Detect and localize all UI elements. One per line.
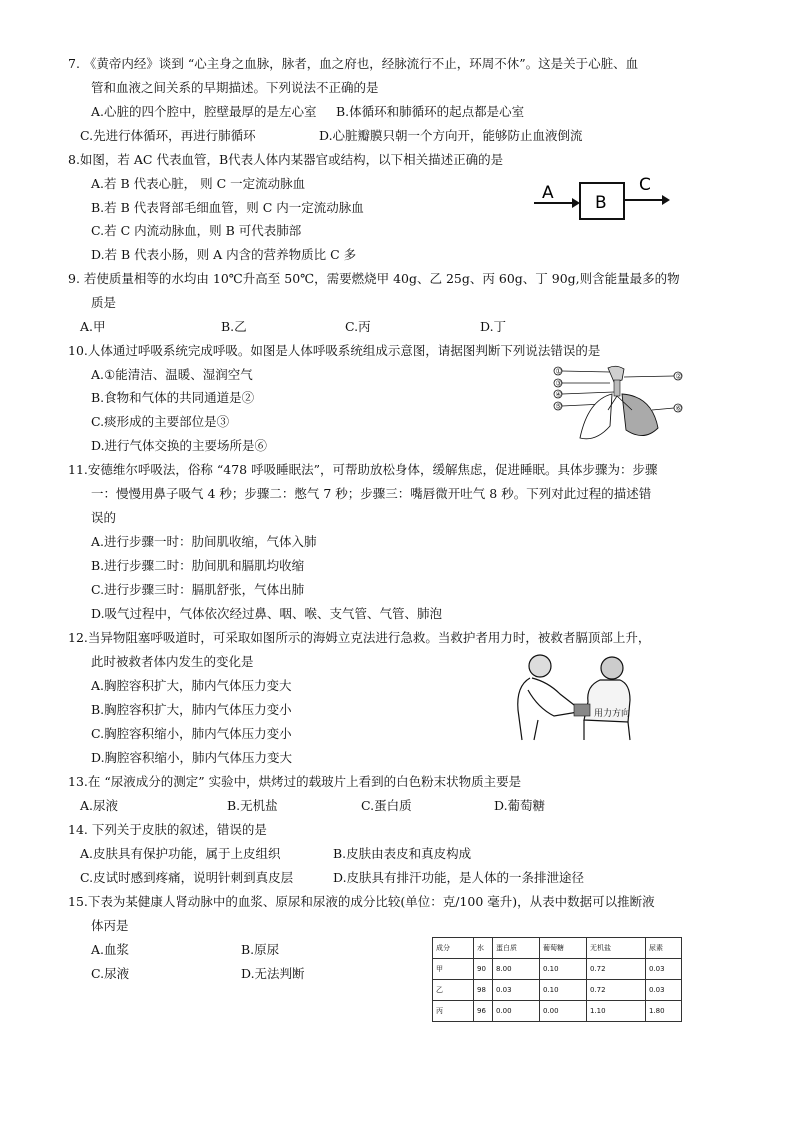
table-cell: 甲 — [433, 959, 474, 980]
q10-label-1: ① — [555, 367, 562, 376]
q12-option-a: A.胸腔容积扩大，肺内气体压力变大 — [91, 678, 292, 693]
q8-label-b: B — [595, 193, 607, 213]
q14-stem: 14. 下列关于皮肤的叙述，错误的是 — [68, 822, 267, 837]
q8-label-a: A — [542, 183, 554, 203]
q8-option-b: B.若 B 代表肾部毛细血管，则 C 内一定流动脉血 — [91, 200, 364, 215]
q9-option-a: A.甲 — [80, 319, 106, 334]
q10-label-6: ⑥ — [675, 404, 682, 413]
q7-option-c: C.先进行体循环，再进行肺循环 — [80, 128, 256, 143]
q10-label-3: ③ — [555, 379, 562, 388]
q11-option-a: A.进行步骤一时：肋间肌收缩，气体入肺 — [91, 534, 317, 549]
q9-option-b: B.乙 — [221, 319, 247, 334]
q13-option-b: B.无机盐 — [227, 798, 278, 813]
q7-option-b: B.体循环和肺循环的起点都是心室 — [336, 104, 525, 119]
q10-option-d: D.进行气体交换的主要场所是⑥ — [91, 438, 268, 453]
q8-option-d: D.若 B 代表小肠，则 A 内含的营养物质比 C 多 — [91, 247, 357, 262]
q8-label-c: C — [639, 175, 651, 195]
q9-stem-line1: 9. 若使质量相等的水均由 10℃升高至 50℃，需要燃烧甲 40g、乙 25g、丙 60g、丁 90g,则含能量最多的物 — [68, 271, 680, 286]
q7-option-d: D.心脏瓣膜只朝一个方向开，能够防止血液倒流 — [319, 128, 583, 143]
q10-label-4: ④ — [555, 390, 562, 399]
table-row — [433, 959, 682, 980]
table-cell: 乙 — [433, 980, 474, 1001]
table-cell: 1.10 — [587, 1001, 646, 1022]
table-cell: 0.10 — [540, 959, 587, 980]
table-header-cell: 水 — [474, 938, 493, 959]
table-cell: 90 — [474, 959, 493, 980]
q10-option-b: B.食物和气体的共同通道是② — [91, 390, 255, 405]
q15-stem-line1: 15.下表为某健康人肾动脉中的血浆、原尿和尿液的成分比较(单位：克/100 毫升)，从表中数据可以推断液 — [68, 894, 655, 909]
table-header-cell: 葡萄糖 — [540, 938, 587, 959]
table-cell: 98 — [474, 980, 493, 1001]
table-cell: 0.72 — [587, 980, 646, 1001]
q12-figure-text: 用力方向 — [594, 709, 631, 719]
q15-composition-table — [432, 937, 682, 1022]
q7-stem-line2: 管和血液之间关系的早期描述。下列说法不正确的是 — [91, 80, 379, 95]
table-cell: 0.00 — [540, 1001, 587, 1022]
q14-option-b: B.皮肤由表皮和真皮构成 — [333, 846, 472, 861]
table-header-cell: 蛋白质 — [493, 938, 540, 959]
q8-option-c: C.若 C 内流动脉血，则 B 可代表肺部 — [91, 223, 302, 238]
q7-option-a: A.心脏的四个腔中，腔壁最厚的是左心室 — [91, 104, 317, 119]
q15-option-c: C.尿液 — [91, 966, 130, 981]
q11-option-c: C.进行步骤三时：膈肌舒张，气体出肺 — [91, 582, 305, 597]
q10-stem: 10.人体通过呼吸系统完成呼吸。如图是人体呼吸系统组成示意图，请据图判断下列说法错误的是 — [68, 343, 601, 358]
q14-option-d: D.皮肤具有排汗功能，是人体的一条排泄途径 — [333, 870, 585, 885]
table-cell: 0.03 — [646, 980, 682, 1001]
table-header-cell: 成分 — [433, 938, 474, 959]
q13-option-c: C.蛋白质 — [361, 798, 412, 813]
q15-option-a: A.血浆 — [91, 942, 130, 957]
q9-option-c: C.丙 — [345, 319, 371, 334]
q10-label-5: ⑤ — [555, 402, 562, 411]
q15-option-b: B.原尿 — [241, 942, 280, 957]
table-cell: 0.00 — [493, 1001, 540, 1022]
table-header-cell: 尿素 — [646, 938, 682, 959]
q8-option-a: A.若 B 代表心脏， 则 C 一定流动脉血 — [91, 176, 306, 191]
table-cell: 1.80 — [646, 1001, 682, 1022]
q12-option-d: D.胸腔容积缩小，肺内气体压力变大 — [91, 750, 293, 765]
q11-option-b: B.进行步骤二时：肋间肌和膈肌均收缩 — [91, 558, 305, 573]
q9-stem-line2: 质是 — [91, 295, 117, 310]
q10-option-a: A.①能清洁、温暖、湿润空气 — [91, 367, 253, 382]
q9-option-d: D.丁 — [480, 319, 507, 334]
q10-option-c: C.痰形成的主要部位是③ — [91, 414, 230, 429]
table-cell: 0.72 — [587, 959, 646, 980]
q12-heimlich-figure — [508, 650, 644, 742]
q7-stem-line1: 7. 《黄帝内经》谈到 “心主身之血脉，脉者，血之府也，经脉流行不止，环周不休”。这是关于心脏、血 — [68, 56, 639, 71]
q10-label-2: ② — [675, 372, 682, 381]
q15-option-d: D.无法判断 — [241, 966, 305, 981]
q14-option-a: A.皮肤具有保护功能，属于上皮组织 — [80, 846, 281, 861]
q14-option-c: C.皮试时感到疼痛，说明针刺到真皮层 — [80, 870, 294, 885]
table-row — [433, 1001, 682, 1022]
q13-option-d: D.葡萄糖 — [494, 798, 546, 813]
q11-option-d: D.吸气过程中，气体依次经过鼻、咽、喉、支气管、气管、肺泡 — [91, 606, 443, 621]
q10-respiratory-system-figure — [548, 364, 688, 444]
q12-option-b: B.胸腔容积扩大，肺内气体压力变小 — [91, 702, 292, 717]
table-cell: 0.03 — [646, 959, 682, 980]
table-cell: 96 — [474, 1001, 493, 1022]
table-header-cell: 无机盐 — [587, 938, 646, 959]
q12-stem-line1: 12.当异物阻塞呼吸道时，可采取如图所示的海姆立克法进行急救。当救护者用力时，被救者膈顶部上升， — [68, 630, 651, 645]
table-cell: 丙 — [433, 1001, 474, 1022]
q8-stem: 8.如图，若 AC 代表血管，B代表人体内某器官或结构，以下相关描述正确的是 — [68, 152, 504, 167]
table-header-row — [433, 938, 682, 959]
q12-stem-line2: 此时被救者体内发生的变化是 — [91, 654, 254, 669]
table-row — [433, 980, 682, 1001]
table-cell: 8.00 — [493, 959, 540, 980]
q11-stem-line1: 11.安德维尔呼吸法，俗称 “478 呼吸睡眠法”，可帮助放松身体，缓解焦虑，促进睡眠。具体步骤为：步骤 — [68, 462, 658, 477]
table-cell: 0.10 — [540, 980, 587, 1001]
table-cell: 0.03 — [493, 980, 540, 1001]
q13-stem: 13.在 “尿液成分的测定” 实验中，烘烤过的载玻片上看到的白色粉末状物质主要是 — [68, 774, 522, 789]
q12-option-c: C.胸腔容积缩小，肺内气体压力变小 — [91, 726, 292, 741]
q13-option-a: A.尿液 — [80, 798, 119, 813]
q11-stem-line2: 一：慢慢用鼻子吸气 4 秒；步骤二：憋气 7 秒；步骤三：嘴唇微开吐气 8 秒。下列对此过程的描述错 — [91, 486, 652, 501]
q11-stem-line3: 误的 — [91, 510, 117, 525]
q8-flow-diagram — [530, 172, 680, 228]
q15-stem-line2: 体丙是 — [91, 918, 129, 933]
